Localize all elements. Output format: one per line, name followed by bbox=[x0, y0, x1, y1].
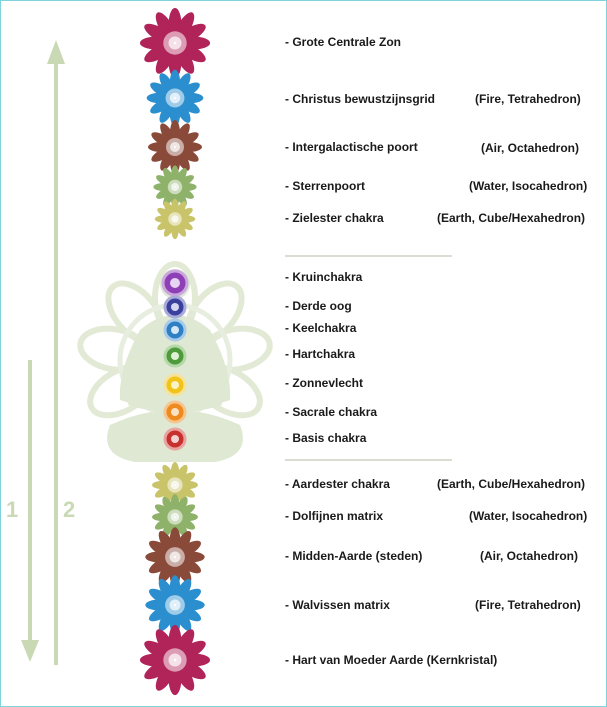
label-midden-aarde: - Midden-Aarde (steden) bbox=[285, 549, 423, 563]
label-walvissen-matrix: - Walvissen matrix bbox=[285, 598, 390, 612]
element-dolfijnen-matrix: (Water, Isocahedron) bbox=[469, 509, 588, 523]
lotus-christus-bewustzijnsgrid bbox=[147, 70, 204, 127]
arrow-2-label: 2 bbox=[63, 497, 76, 522]
arrow-1 bbox=[21, 360, 39, 662]
label-sterrenpoort: - Sterrenpoort bbox=[285, 179, 366, 193]
label-derde-oog: - Derde oog bbox=[285, 299, 352, 313]
element-walvissen-matrix: (Fire, Tetrahedron) bbox=[475, 598, 581, 612]
label-intergalactische-poort: - Intergalactische poort bbox=[285, 140, 418, 154]
label-dolfijnen-matrix: - Dolfijnen matrix bbox=[285, 509, 384, 523]
label-kruinchakra: - Kruinchakra bbox=[285, 270, 363, 284]
element-christus-bewustzijnsgrid: (Fire, Tetrahedron) bbox=[475, 92, 581, 106]
label-zonnevlecht: - Zonnevlecht bbox=[285, 376, 364, 390]
chakra-basis bbox=[165, 429, 185, 449]
arrow-1-label: 1 bbox=[6, 497, 19, 522]
label-aardester-chakra: - Aardester chakra bbox=[285, 477, 390, 491]
chakra-zonnevlecht bbox=[165, 375, 185, 395]
lotus-grote-centrale-zon bbox=[140, 8, 210, 78]
label-keelchakra: - Keelchakra bbox=[285, 321, 357, 335]
label-basis-chakra: - Basis chakra bbox=[285, 431, 367, 445]
label-hartchakra: - Hartchakra bbox=[285, 347, 356, 361]
label-grote-centrale-zon: - Grote Centrale Zon bbox=[285, 35, 402, 49]
chakra-kruin bbox=[163, 271, 187, 295]
chakra-derde-oog bbox=[165, 297, 185, 317]
label-hart-van-moeder-aarde: - Hart van Moeder Aarde (Kernkristal) bbox=[285, 653, 498, 667]
lotus-hart-moeder-aarde bbox=[140, 625, 210, 695]
element-sterrenpoort: (Water, Isocahedron) bbox=[469, 179, 588, 193]
chakra-keel bbox=[165, 320, 185, 340]
label-sacrale-chakra: - Sacrale chakra bbox=[285, 405, 378, 419]
element-aardester-chakra: (Earth, Cube/Hexahedron) bbox=[437, 477, 586, 491]
label-zielester-chakra: - Zielester chakra bbox=[285, 211, 384, 225]
element-intergalactische-poort: (Air, Octahedron) bbox=[481, 141, 580, 155]
element-zielester-chakra: (Earth, Cube/Hexahedron) bbox=[437, 211, 586, 225]
divider-top bbox=[285, 255, 452, 257]
divider-bottom bbox=[285, 459, 452, 461]
lotus-zielester bbox=[155, 199, 196, 240]
chakra-hart bbox=[165, 346, 185, 366]
element-midden-aarde: (Air, Octahedron) bbox=[480, 549, 579, 563]
chakra-sacraal bbox=[165, 402, 185, 422]
arrow-2 bbox=[47, 40, 65, 665]
label-christus-bewustzijnsgrid: - Christus bewustzijnsgrid bbox=[285, 92, 436, 106]
